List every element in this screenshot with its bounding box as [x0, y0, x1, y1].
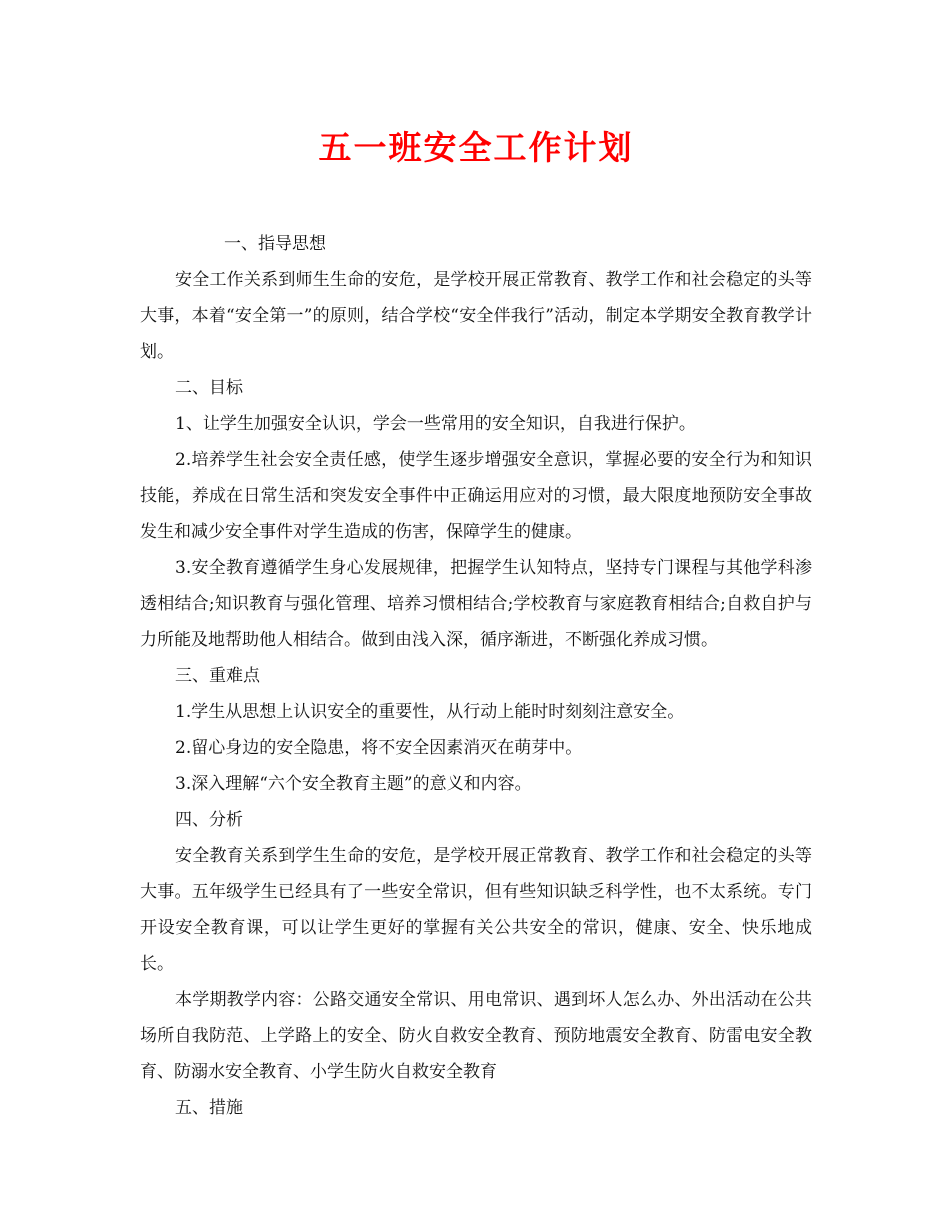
section-heading-measures: 五、措施 [175, 1098, 243, 1118]
goal-item-2: 2.培养学生社会安全责任感，使学生逐步增强安全意识，掌握必要的安全行为和知识技能，养成在日常生活和突发安全事件中正确运用应对的习惯，最大限度地预防安全事故发生和减少安全事件对学生造成的伤害，保障学生的健康。 [140, 450, 812, 542]
section-heading-analysis: 四、分析 [175, 810, 243, 830]
document-title: 五一班安全工作计划 [318, 128, 634, 167]
key-point-item-1: 1.学生从思想上认识安全的重要性，从行动上能时时刻刻注意安全。 [175, 702, 685, 722]
section-heading-guiding-ideology: 一、指导思想 [224, 234, 326, 254]
section-heading-key-points: 三、重难点 [175, 666, 260, 686]
paragraph-analysis: 安全教育关系到学生生命的安危，是学校开展正常教育、教学工作和社会稳定的头等大事。五年级学生已经具有了一些安全常识，但有些知识缺乏科学性，也不太系统。专门开设安全教育课，可以让学生更好的掌握有关公共安全的常识，健康、安全、快乐地成长。 [140, 846, 812, 974]
key-point-item-2: 2.留心身边的安全隐患，将不安全因素消灭在萌芽中。 [175, 738, 583, 758]
paragraph-teaching-content: 本学期教学内容：公路交通安全常识、用电常识、遇到坏人怎么办、外出活动在公共场所自我防范、上学路上的安全、防火自救安全教育、预防地震安全教育、防雷电安全教育、防溺水安全教育、小学生防火自救安全教育 [140, 990, 812, 1082]
document-page [140, 118, 812, 1126]
goal-item-1: 1、让学生加强安全认识，学会一些常用的安全知识，自我进行保护。 [175, 414, 696, 434]
paragraph-guiding-ideology: 安全工作关系到师生生命的安危，是学校开展正常教育、教学工作和社会稳定的头等大事，本着“安全第一”的原则，结合学校“安全伴我行”活动，制定本学期安全教育教学计划。 [140, 270, 812, 362]
goal-item-3: 3.安全教育遵循学生身心发展规律，把握学生认知特点，坚持专门课程与其他学科渗透相结合;知识教育与强化管理、培养习惯相结合;学校教育与家庭教育相结合;自救自护与力所能及地帮助他人相结合。做到由浅入深，循序渐进，不断强化养成习惯。 [140, 558, 812, 650]
key-point-item-3: 3.深入理解“六个安全教育主题”的意义和内容。 [175, 774, 532, 794]
document-body [140, 226, 812, 1126]
section-heading-goals: 二、目标 [175, 378, 243, 398]
